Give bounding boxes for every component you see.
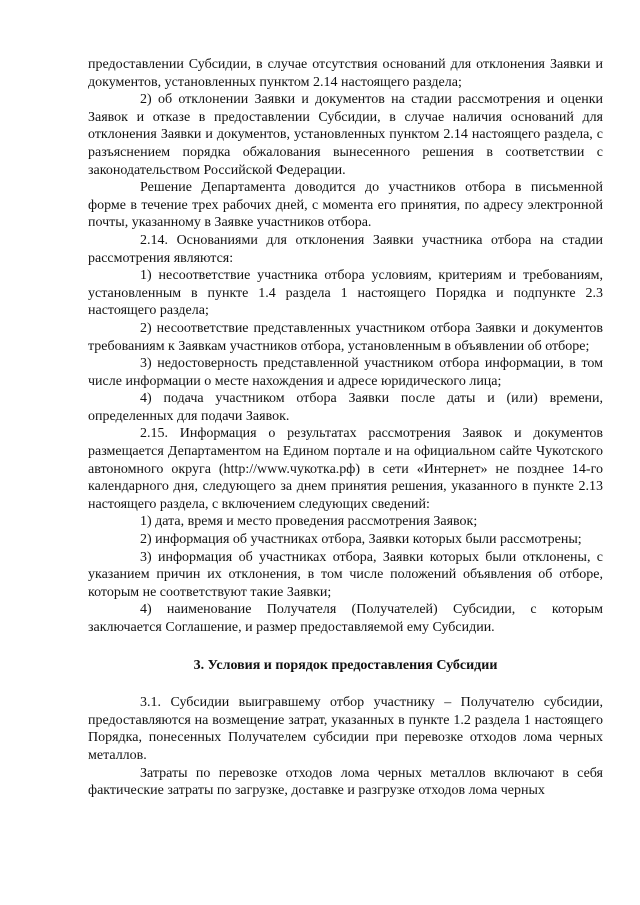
document-body-bottom <box>88 694 603 800</box>
paragraph: Затраты по перевозке отходов лома черных металлов включают в себя фактические затраты по загрузке, доставке и разгрузке отходов лома черных <box>88 765 603 799</box>
section-heading: 3. Условия и порядок предоставления Субсидии <box>193 657 498 673</box>
paragraph: 2.15. Информация о результатах рассмотрения Заявок и документов размещается Департаментом на Едином портале и на официальном сайте Чукотского автономного округа (http://www.чукотка.рф) в сети «Интернет» не позднее 14-го календарного дня, следующего за днем принятия решения, указанного в пункте 2.13 настоящего раздела, с включением следующих сведений: <box>88 426 603 512</box>
paragraph: 1) дата, время и место проведения рассмотрения Заявок; <box>140 514 478 530</box>
paragraph: 2) несоответствие представленных участником отбора Заявки и документов требованиям к Заявкам участников отбора, установленным в объявлении об отборе; <box>88 320 603 354</box>
paragraph: 3) информация об участниках отбора, Заявки которых были отклонены, с указанием причин их отклонения, в том числе положений объявления об отборе, которым не соответствуют такие Заявки; <box>88 549 603 600</box>
paragraph: 3.1. Субсидии выигравшему отбор участнику – Получателю субсидии, предоставляются на возмещение затрат, указанных в пункте 1.2 раздела 1 настоящего Порядка, понесенных Получателем субсидии при перевозке отходов лома черных металлов. <box>88 695 603 763</box>
paragraph: 2.14. Основаниями для отклонения Заявки участника отбора на стадии рассмотрения являются: <box>88 232 603 266</box>
paragraph: 4) подача участником отбора Заявки после даты и (или) времени, определенных для подачи Заявок. <box>88 391 603 424</box>
document-page <box>88 56 603 800</box>
document-body-top <box>88 56 603 637</box>
paragraph: 2) об отклонении Заявки и документов на стадии рассмотрения и оценки Заявок и отказе в предоставлении Субсидии, в случае наличия оснований для отклонения Заявки и документов, установленных пунктом 2.14 настоящего раздела, с разъяснением порядка обжалования вынесенного решения в соответствии с законодательством Российской Федерации. <box>88 92 603 178</box>
paragraph: 4) наименование Получателя (Получателей) Субсидии, с которым заключается Соглашение, и размер предоставляемой ему Субсидии. <box>88 602 603 635</box>
paragraph: 3) недостоверность представленной участником отбора информации, в том числе информации о месте нахождения и адресе юридического лица; <box>88 356 603 389</box>
paragraph: 2) информация об участниках отбора, Заявки которых были рассмотрены; <box>140 532 582 548</box>
paragraph: предоставлении Субсидии, в случае отсутствия оснований для отклонения Заявки и документов, установленных пунктом 2.14 настоящего раздела; <box>88 57 603 90</box>
paragraph: Решение Департамента доводится до участников отбора в письменной форме в течение трех рабочих дней, с момента его принятия, по адресу электронной почты, указанному в Заявке участников отбора. <box>88 180 603 231</box>
paragraph: 1) несоответствие участника отбора условиям, критериям и требованиям, установленным в пункте 1.4 раздела 1 настоящего Порядка и подпункте 2.3 настоящего раздела; <box>88 268 603 319</box>
